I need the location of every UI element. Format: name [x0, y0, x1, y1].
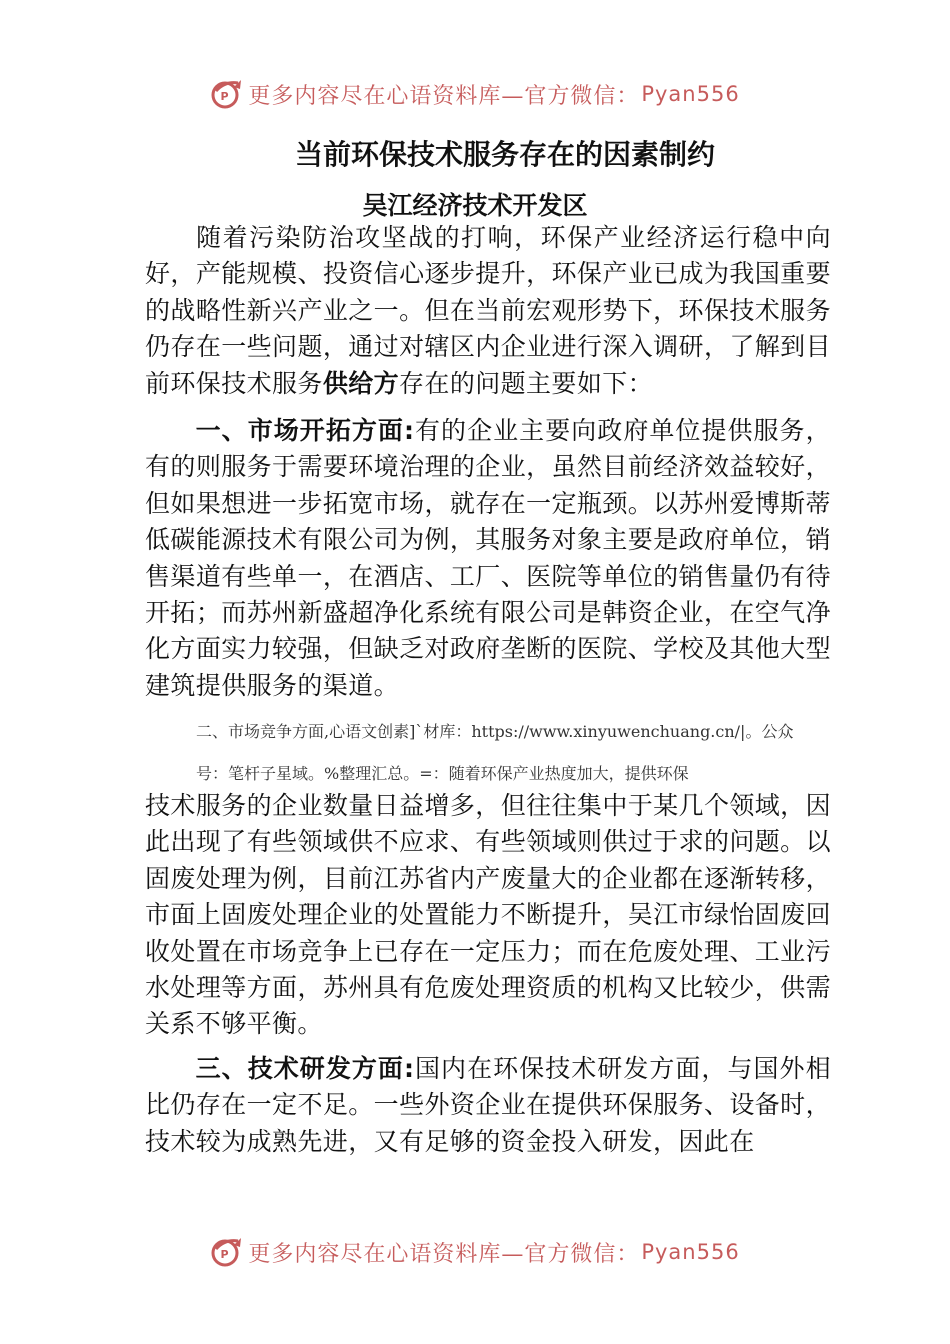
- header-watermark-banner: [0, 74, 950, 114]
- intro-paragraph: [145, 220, 831, 402]
- document-subtitle: 吴江经济技术开发区: [362, 191, 588, 220]
- section-heading-1: 一、市场开拓方面:: [195, 416, 415, 445]
- inserted-note-line-2: 号：笔杆子星域。%整理汇总。=：随着环保产业热度加大，提供环保: [196, 764, 689, 783]
- footer-watermark-banner: [0, 1232, 950, 1272]
- banner-wechat-id: Pyan556: [641, 82, 740, 106]
- intro-text-end: 存在的问题主要如下：: [399, 368, 654, 398]
- banner-wechat-id: Pyan556: [641, 1240, 740, 1264]
- section-body-3: 国内在环保技术研发方面，与国外相比仍存在一定不足。一些外资企业在提供环保服务、设备时，技术较为成熟先进，又有足够的资金投入研发，因此在: [145, 1054, 831, 1156]
- section-market-competition: 技术服务的企业数量日益增多，但往往集中于某几个领域，因此出现了有些领域供不应求、有些领域则供过于求的问题。以固废处理为例，目前江苏省内产废量大的企业都在逐渐转移，市面上固废处理企业的处置能力不断提升，吴江市绿怡固废回收处置在市场竞争上已存在一定压力；而在危废处理、工业污水处理等方面，苏州具有危废处理资质的机构又比较少，供需关系不够平衡。: [145, 791, 831, 1039]
- section-tech-rnd: [145, 1051, 831, 1160]
- inserted-note-line-1: 二、市场竞争方面,心语文创素]`材库：https://www.xinyuwenchuang.cn/|。公众: [196, 722, 794, 741]
- document-title: 当前环保技术服务存在的因素制约: [294, 138, 715, 171]
- banner-text: 更多内容尽在心语资料库—官方微信：: [248, 83, 640, 109]
- intro-text: 随着污染防治攻坚战的打响，环保产业经济运行稳中向好，产能规模、投资信心逐步提升，环保产业已成为我国重要的战略性新兴产业之一。但在当前宏观形势下，环保技术服务仍存在一些问题，通过对辖区内企业进行深入调研，了解到目前环保技术服务: [145, 223, 831, 398]
- section-market-expansion: [145, 413, 831, 704]
- intro-highlight: 供给方: [322, 368, 400, 398]
- banner-text: 更多内容尽在心语资料库—官方微信：: [248, 1241, 640, 1267]
- svg-text:P: P: [220, 90, 230, 103]
- brand-logo-icon: [210, 1235, 244, 1269]
- section-heading-3: 三、技术研发方面:: [195, 1054, 415, 1083]
- brand-logo-icon: [210, 77, 244, 111]
- section-body-1: 有的企业主要向政府单位提供服务，有的则服务于需要环境治理的企业，虽然目前经济效益较好，但如果想进一步拓宽市场，就存在一定瓶颈。以苏州爱博斯蒂低碳能源技术有限公司为例，其服务对象主要是政府单位，销售渠道有些单一，在酒店、工厂、医院等单位的销售量仍有待开拓；而苏州新盛超净化系统有限公司是韩资企业，在空气净化方面实力较强，但缺乏对政府垄断的医院、学校及其他大型建筑提供服务的渠道。: [145, 416, 831, 700]
- svg-text:P: P: [220, 1248, 230, 1261]
